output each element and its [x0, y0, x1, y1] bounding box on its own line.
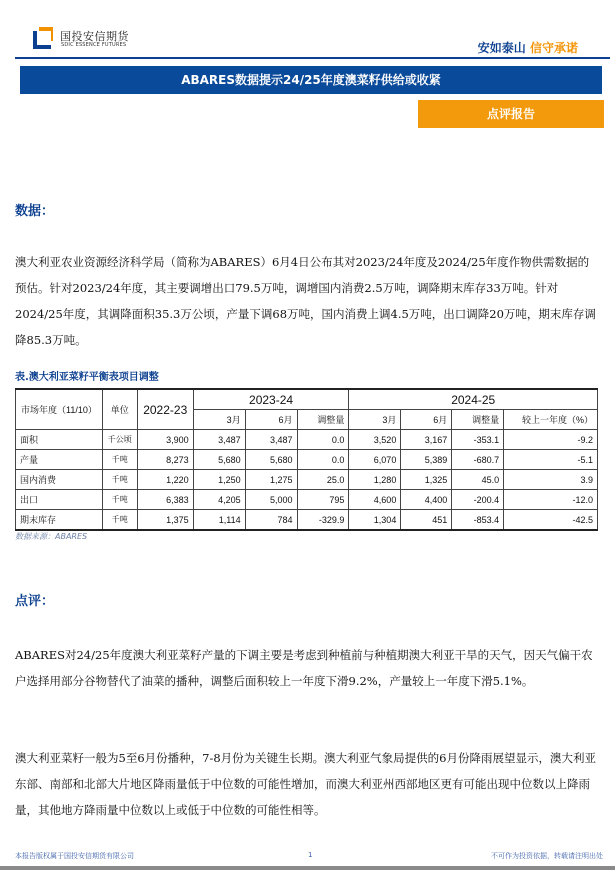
header-2022-23: 2022-23: [137, 389, 193, 430]
cell: 5,389: [401, 450, 452, 470]
cell: -42.5: [504, 510, 598, 531]
row-unit: 千公顷: [102, 430, 137, 450]
table-row-exports: [16, 490, 598, 510]
cell: 1,325: [401, 470, 452, 490]
cell: 1,275: [245, 470, 297, 490]
row-item: 国内消费: [16, 470, 103, 490]
cell: -12.0: [504, 490, 598, 510]
header-divider: [15, 57, 610, 59]
comment-paragraph-2: 澳大利亚菜籽一般为5至6月份播种，7-8月份为关键生长期。澳大利亚气象局提供的6月份降雨展望显示，澳大利亚东部、南部和北部大片地区降雨量低于中位数的可能性增加，而澳大利亚州西部地区更有可能出现中位数以上降雨量，其他地方降雨量中位数以上或低于中位数的可能性相等。: [15, 751, 596, 817]
cell: 1,304: [349, 510, 401, 531]
cell: 3,487: [245, 430, 297, 450]
data-section-heading: 数据：: [15, 204, 55, 219]
cell: 4,400: [401, 490, 452, 510]
brand-name-cn: 国投安信期货: [60, 30, 129, 43]
cell: 795: [297, 490, 349, 510]
header-unit: 单位: [102, 389, 137, 430]
cell: -329.9: [297, 510, 349, 531]
footer-page-number: 1: [308, 851, 313, 859]
row-unit: 千吨: [102, 470, 137, 490]
cell: 3.9: [504, 470, 598, 490]
row-item: 面积: [16, 430, 103, 450]
cell: 3,520: [349, 430, 401, 450]
row-unit: 千吨: [102, 450, 137, 470]
cell: 1,220: [137, 470, 193, 490]
row-unit: 千吨: [102, 490, 137, 510]
data-source-note: 数据来源：ABARES: [15, 532, 88, 541]
cell: 4,600: [349, 490, 401, 510]
comment-section-heading: 点评：: [15, 594, 55, 609]
row-item: 期末库存: [16, 510, 103, 531]
footer-copyright: 本报告版权属于国投安信期货有限公司: [15, 852, 134, 860]
header-market-year: 市场年度（11/10）: [16, 389, 103, 430]
header-2425-adj: 调整量: [452, 410, 504, 430]
cell: 0.0: [297, 430, 349, 450]
cell: 0.0: [297, 450, 349, 470]
cell: 4,205: [193, 490, 245, 510]
cell: -353.1: [452, 430, 504, 450]
cell: 8,273: [137, 450, 193, 470]
report-title: ABARES数据提示24/25年度澳菜籽供给或收紧: [20, 66, 602, 94]
cell: 6,070: [349, 450, 401, 470]
cell: 3,487: [193, 430, 245, 450]
cell: -5.1: [504, 450, 598, 470]
slogan-part1: 安如泰山: [477, 41, 526, 55]
table-row-production: [16, 450, 598, 470]
cell: 3,900: [137, 430, 193, 450]
brand-name-en: SDIC ESSENCE FUTURES: [61, 42, 127, 48]
table-row-ending-stocks: [16, 510, 598, 531]
cell: 1,375: [137, 510, 193, 531]
header-2425-jun: 6月: [401, 410, 452, 430]
cell: -200.4: [452, 490, 504, 510]
table-caption: 表.澳大利亚菜籽平衡表项目调整: [15, 372, 159, 383]
cell: 5,000: [245, 490, 297, 510]
cell: 5,680: [193, 450, 245, 470]
table-row-domestic-consumption: [16, 470, 598, 490]
cell: 45.0: [452, 470, 504, 490]
header-2324-adj: 调整量: [297, 410, 349, 430]
cell: -680.7: [452, 450, 504, 470]
footer-divider: [0, 866, 615, 870]
header-2425-mar: 3月: [349, 410, 401, 430]
cell: -853.4: [452, 510, 504, 531]
cell: 25.0: [297, 470, 349, 490]
data-paragraph: 澳大利亚农业资源经济科学局（简称为ABARES）6月4日公布其对2023/24年度及2024/25年度作物供需数据的预估。针对2023/24年度，其主要调增出口79.5万吨，调增国内消费2.5万吨，调降期末库存33万吨。针对2024/25年度，其调降面积35.3万公顷，产量下调68万吨，国内消费上调4.5万吨，出口调降20万吨，期末库存调降85.3万吨。: [15, 255, 596, 347]
cell: 3,167: [401, 430, 452, 450]
report-type-badge: 点评报告: [418, 100, 604, 128]
table-row-area: [16, 430, 598, 450]
header-2024-25: 2024-25: [349, 389, 598, 410]
cell: 1,250: [193, 470, 245, 490]
header-yoy: 较上一年度（%）: [504, 410, 598, 430]
row-unit: 千吨: [102, 510, 137, 531]
slogan: [478, 39, 578, 56]
comment-paragraph-1: ABARES对24/25年度澳大利亚菜籽产量的下调主要是考虑到种植前与种植期澳大利亚干旱的天气，因天气偏干农户选择用部分谷物替代了油菜的播种，调整后面积较上一年度下滑9.2%，产量较上一年度下滑5.1%。: [15, 648, 593, 688]
cell: 451: [401, 510, 452, 531]
header-2324-jun: 6月: [245, 410, 297, 430]
header-2023-24: 2023-24: [193, 389, 349, 410]
slogan-part2: 信守承诺: [529, 41, 578, 55]
cell: -9.2: [504, 430, 598, 450]
header-2324-mar: 3月: [193, 410, 245, 430]
cell: 1,114: [193, 510, 245, 531]
company-logo: [33, 27, 55, 49]
balance-table: [15, 388, 598, 531]
row-item: 产量: [16, 450, 103, 470]
footer-disclaimer: 不可作为投资依据，转载请注明出处: [491, 852, 603, 860]
cell: 5,680: [245, 450, 297, 470]
row-item: 出口: [16, 490, 103, 510]
cell: 6,383: [137, 490, 193, 510]
cell: 784: [245, 510, 297, 531]
cell: 1,280: [349, 470, 401, 490]
